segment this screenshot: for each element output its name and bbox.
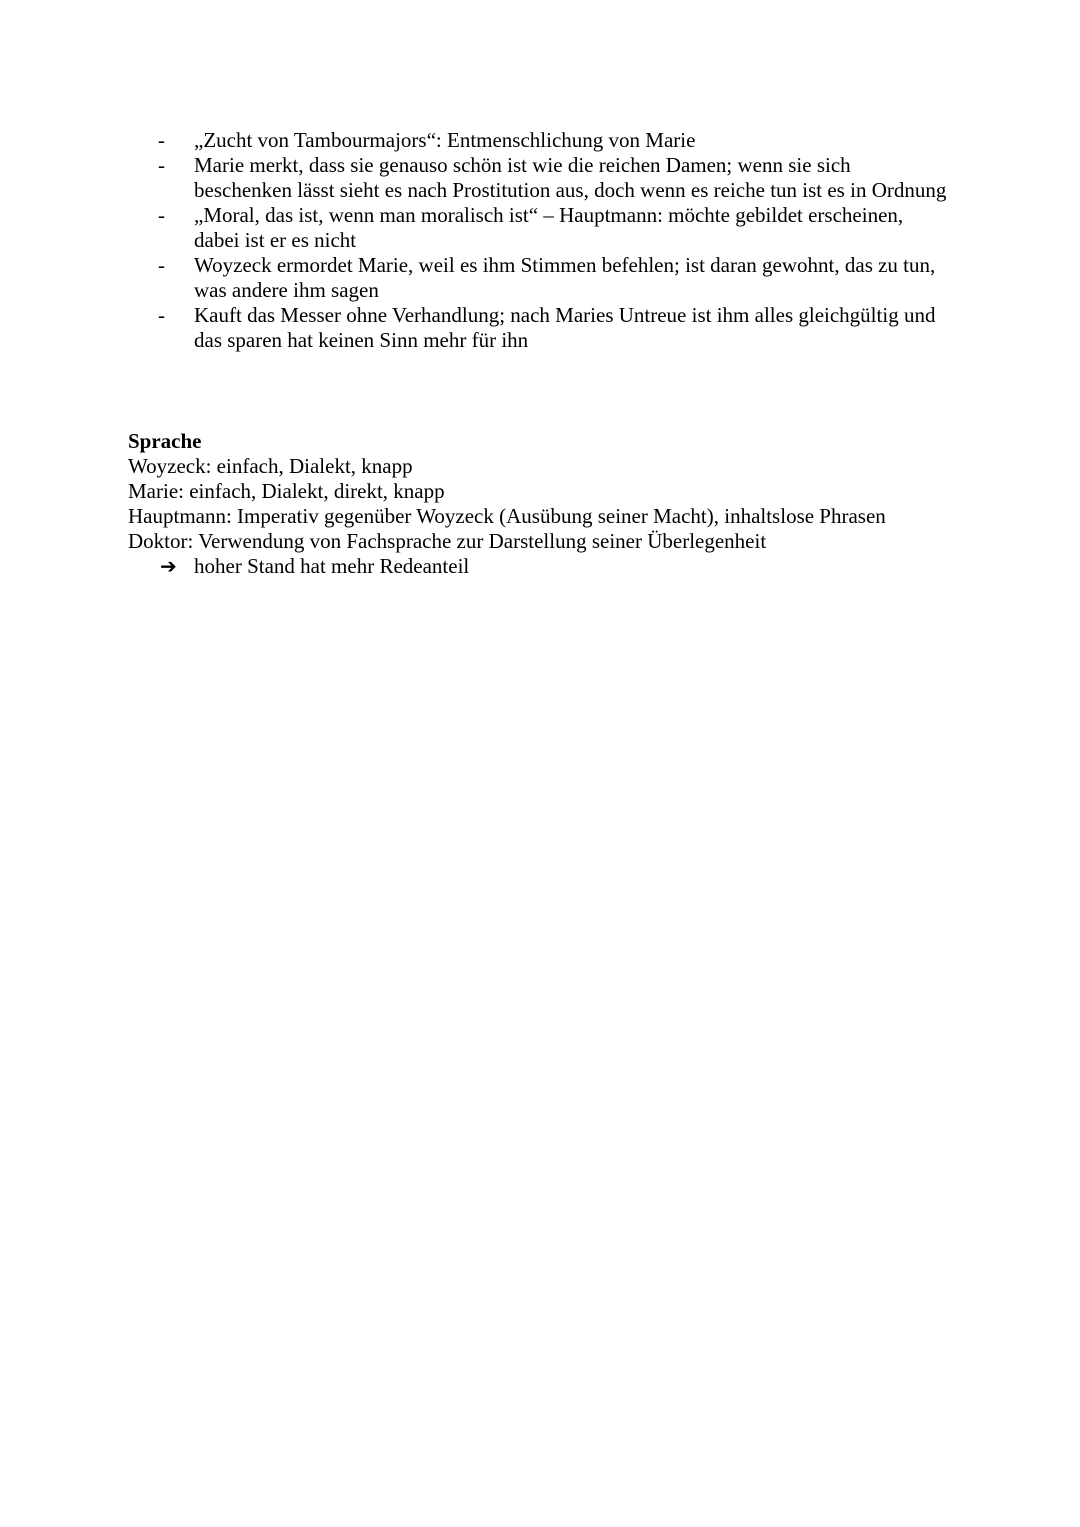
right-arrow-icon: ➔ xyxy=(160,554,177,578)
bullet-dash: - xyxy=(158,253,165,277)
conclusion-text: hoher Stand hat mehr Redeanteil xyxy=(194,554,470,578)
list-item xyxy=(128,128,948,153)
sprache-line-woyzeck: Woyzeck: einfach, Dialekt, knapp xyxy=(128,454,413,478)
list-item xyxy=(128,203,948,253)
sprache-line-hauptmann: Hauptmann: Imperativ gegenüber Woyzeck (Ausübung seiner Macht), inhaltslose Phrasen xyxy=(128,504,886,528)
bullet-text: Marie merkt, dass sie genauso schön ist wie die reichen Damen; wenn sie sich beschenken lässt sieht es nach Prostitution aus, doch wenn es reiche tun ist es in Ordnung xyxy=(194,153,947,202)
list-item xyxy=(128,303,948,353)
bullet-text: Kauft das Messer ohne Verhandlung; nach Maries Untreue ist ihm alles gleichgültig und das sparen hat keinen Sinn mehr für ihn xyxy=(194,303,936,352)
section-heading: Sprache xyxy=(128,429,202,453)
list-item xyxy=(128,153,948,203)
sprache-section xyxy=(128,429,1028,579)
sprache-line-marie: Marie: einfach, Dialekt, direkt, knapp xyxy=(128,479,445,503)
bullet-dash: - xyxy=(158,203,165,227)
bullet-text: Woyzeck ermordet Marie, weil es ihm Stimmen befehlen; ist daran gewohnt, das zu tun, was andere ihm sagen xyxy=(194,253,936,302)
bullet-dash: - xyxy=(158,153,165,177)
bullet-dash: - xyxy=(158,128,165,152)
bullet-text: „Moral, das ist, wenn man moralisch ist“ – Hauptmann: möchte gebildet erscheinen, dabei ist er es nicht xyxy=(194,203,904,252)
conclusion-line xyxy=(128,554,1028,579)
list-item xyxy=(128,253,948,303)
sprache-line-doktor: Doktor: Verwendung von Fachsprache zur Darstellung seiner Überlegenheit xyxy=(128,529,767,553)
bullet-text: „Zucht von Tambourmajors“: Entmenschlichung von Marie xyxy=(194,128,696,152)
bullet-dash: - xyxy=(158,303,165,327)
bullet-list xyxy=(128,128,948,353)
